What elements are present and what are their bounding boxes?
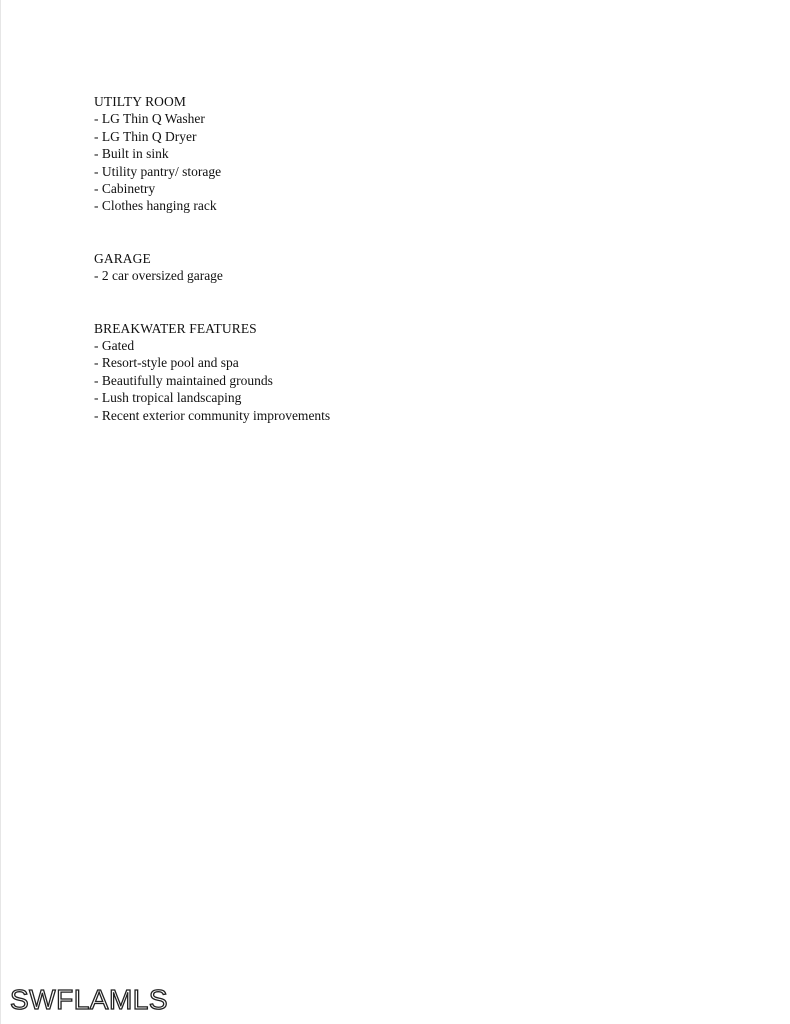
page-left-edge	[0, 0, 1, 1024]
list-item: - Gated	[94, 338, 135, 354]
list-item: - 2 car oversized garage	[94, 268, 223, 284]
list-item: - LG Thin Q Dryer	[94, 128, 197, 144]
section-utility-room	[94, 93, 694, 215]
list-item: - LG Thin Q Washer	[94, 111, 205, 127]
section-spacer	[94, 215, 694, 250]
section-garage	[94, 250, 694, 285]
list-item: - Resort-style pool and spa	[94, 355, 239, 371]
section-heading: GARAGE	[94, 250, 151, 266]
list-item: - Utility pantry/ storage	[94, 163, 222, 179]
list-item: - Clothes hanging rack	[94, 198, 217, 214]
section-breakwater-features	[94, 320, 694, 424]
section-heading: UTILTY ROOM	[94, 94, 186, 109]
list-item: - Beautifully maintained grounds	[94, 372, 273, 388]
list-item: - Cabinetry	[94, 181, 156, 197]
document-body	[94, 93, 694, 424]
list-item: - Recent exterior community improvements	[94, 407, 331, 423]
list-item: - Built in sink	[94, 146, 169, 162]
section-heading: BREAKWATER FEATURES	[94, 320, 257, 336]
watermark-logo: SWFLAMLS	[10, 984, 169, 1015]
list-item: - Lush tropical landscaping	[94, 390, 242, 406]
section-spacer	[94, 285, 694, 320]
